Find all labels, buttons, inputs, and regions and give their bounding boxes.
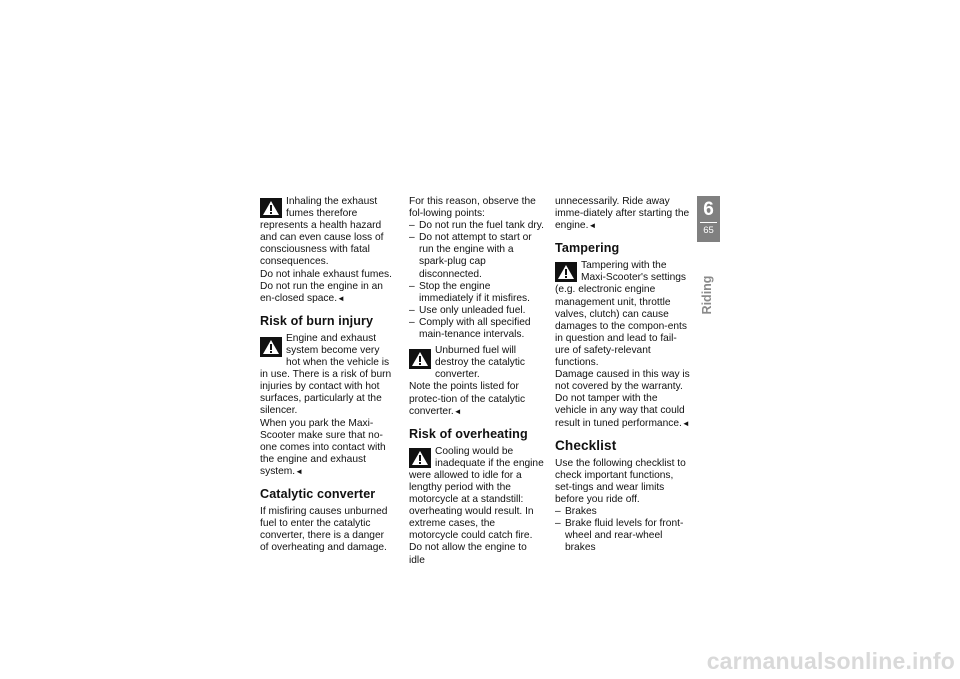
page-number: 65 bbox=[703, 225, 714, 236]
paragraph: Damage caused in this way is not covered by the warranty. bbox=[555, 369, 690, 393]
warning-triangle-icon bbox=[555, 262, 577, 282]
list-item: – Do not run the fuel tank dry. bbox=[409, 220, 544, 232]
paragraph: unnecessarily. Ride away imme-diately after starting the engine.◄ bbox=[555, 196, 690, 232]
section-label-text: Riding bbox=[699, 275, 714, 315]
column-1 bbox=[260, 196, 395, 554]
warning-overheating-text: Cooling would be inadequate if the engine were allowed to idle for a lengthy period with the motorcycle at a standstill: overheating would result. In extreme cases, the motorcycle could catch fire. bbox=[409, 445, 544, 542]
warning-burn-text: Engine and exhaust system become very hot when the vehicle is in use. There is a risk of burn injuries by contact with hot surfaces, particularly at the silencer. bbox=[260, 332, 392, 417]
checklist-list bbox=[555, 506, 690, 554]
list-item: – Stop the engine immediately if it misfires. bbox=[409, 281, 544, 305]
heading-overheating: Risk of overheating bbox=[409, 426, 528, 441]
warning-triangle-icon bbox=[260, 198, 282, 218]
list-item: – Do not attempt to start or run the engine with a spark-plug cap disconnected. bbox=[409, 232, 544, 280]
paragraph: If misfiring causes unburned fuel to enter the catalytic converter, there is a danger of overheating and damage. bbox=[260, 505, 388, 554]
list-item: – Brakes bbox=[555, 506, 690, 518]
heading-catalytic-converter: Catalytic converter bbox=[260, 486, 376, 501]
heading-checklist: Checklist bbox=[555, 437, 617, 453]
list-item: – Use only unleaded fuel. bbox=[409, 305, 544, 317]
end-mark: ◄ bbox=[681, 418, 690, 428]
paragraph: When you park the Maxi-Scooter make sure that no-one comes into contact with the engine and exhaust system.◄ bbox=[260, 417, 386, 477]
paragraph: Do not run the engine in an en-closed space.◄ bbox=[260, 280, 383, 304]
end-mark: ◄ bbox=[453, 406, 462, 416]
heading-burn-injury: Risk of burn injury bbox=[260, 313, 374, 328]
watermark: carmanualsonline.info bbox=[706, 648, 955, 674]
chapter-number: 6 bbox=[703, 199, 714, 220]
column-2 bbox=[409, 196, 544, 567]
paragraph: Note the points listed for protec-tion of the catalytic converter.◄ bbox=[409, 381, 526, 417]
section-label bbox=[692, 265, 722, 325]
list-item: – Brake fluid levels for front-wheel and rear-wheel brakes bbox=[555, 518, 690, 554]
tab-divider bbox=[700, 222, 717, 223]
list-item: – Comply with all specified main-tenance intervals. bbox=[409, 317, 544, 341]
warning-exhaust-text: Inhaling the exhaust fumes therefore represents a health hazard and can even cause loss of consciousness with fatal consequences. bbox=[260, 196, 384, 268]
column-3 bbox=[555, 196, 690, 554]
warning-triangle-icon bbox=[409, 448, 431, 468]
chapter-tab bbox=[697, 196, 720, 242]
points-list bbox=[409, 220, 544, 341]
paragraph: Do not inhale exhaust fumes. bbox=[260, 268, 392, 280]
paragraph: Do not allow the engine to idle bbox=[409, 542, 527, 566]
warning-catalytic-text: Unburned fuel will destroy the catalytic converter. bbox=[435, 345, 526, 381]
paragraph: For this reason, observe the fol-lowing points: bbox=[409, 196, 536, 220]
end-mark: ◄ bbox=[295, 466, 304, 476]
paragraph: Do not tamper with the vehicle in any way that could result in tuned performance.◄ bbox=[555, 393, 690, 429]
paragraph: Use the following checklist to check important functions, set-tings and wear limits before you ride off. bbox=[555, 457, 686, 505]
heading-tampering: Tampering bbox=[555, 241, 620, 256]
warning-triangle-icon bbox=[409, 349, 431, 369]
end-mark: ◄ bbox=[588, 221, 597, 231]
warning-triangle-icon bbox=[260, 337, 282, 357]
end-mark: ◄ bbox=[337, 293, 345, 303]
warning-tampering-text: Tampering with the Maxi-Scooter's settings (e.g. electronic engine management unit, throttle valves, clutch) can cause damages to the compon-ents in question and lead to fail-ure of safety-relevant functions. bbox=[555, 260, 687, 369]
